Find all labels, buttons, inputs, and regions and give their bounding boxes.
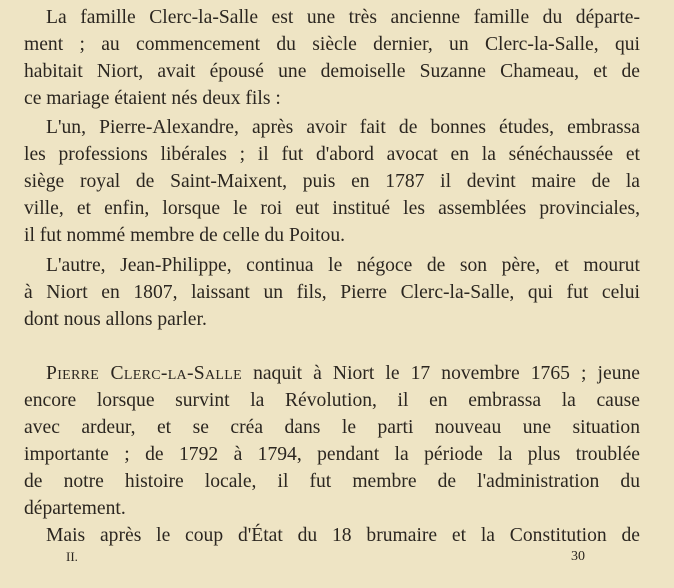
paragraph-4-line-6: département. <box>24 498 126 519</box>
paragraph-4-line-2: encore lorsque survint la Révolution, il en embrassa la cause <box>24 390 640 411</box>
paragraph-1-line-4: ce mariage étaient nés deux fils : <box>24 88 281 109</box>
paragraph-1-line-3: habitait Niort, avait épousé une demoiselle Suzanne Chameau, et de <box>24 61 640 82</box>
paragraph-4-line-5: de notre histoire locale, il fut membre de l'administration du <box>24 471 640 492</box>
paragraph-4-line-4: importante ; de 1792 à 1794, pendant la période la plus troublée <box>24 444 640 465</box>
paragraph-1-line-2: ment ; au commencement du siècle dernier, un Clerc-la-Salle, qui <box>24 34 640 55</box>
signature-mark: II. <box>66 549 78 564</box>
paragraph-2-line-1: L'un, Pierre-Alexandre, après avoir fait de bonnes études, embrassa <box>46 117 640 138</box>
paragraph-4-line-1 <box>46 362 640 386</box>
paragraph-5-line-1: Mais après le coup d'État du 18 brumaire et la Constitution de <box>46 525 640 546</box>
paragraph-2-line-5: il fut nommé membre de celle du Poitou. <box>24 225 346 246</box>
paragraph-2-line-3: siège royal de Saint-Maixent, puis en 1787 il devint maire de la <box>24 171 640 192</box>
page-number: 30 <box>571 549 585 564</box>
paragraph-3-line-2: à Niort en 1807, laissant un fils, Pierre Clerc-la-Salle, qui fut celui <box>24 282 640 303</box>
paragraph-1-line-1: La famille Clerc-la-Salle est une très ancienne famille du départe- <box>46 7 640 28</box>
person-name: Pierre Clerc-la-Salle <box>46 363 242 384</box>
paragraph-4-line-3: avec ardeur, et se créa dans le parti nouveau une situation <box>24 417 640 438</box>
paragraph-4-line-1-text: naquit à Niort le 17 novembre 1765 ; jeune <box>253 363 640 384</box>
paragraph-3-line-1: L'autre, Jean-Philippe, continua le négoce de son père, et mourut <box>46 255 640 276</box>
paragraph-2-line-2: les professions libérales ; il fut d'abord avocat en la sénéchaussée et <box>24 144 640 165</box>
paragraph-3-line-3: dont nous allons parler. <box>24 309 207 330</box>
paragraph-2-line-4: ville, et enfin, lorsque le roi eut institué les assemblées provinciales, <box>24 198 640 219</box>
